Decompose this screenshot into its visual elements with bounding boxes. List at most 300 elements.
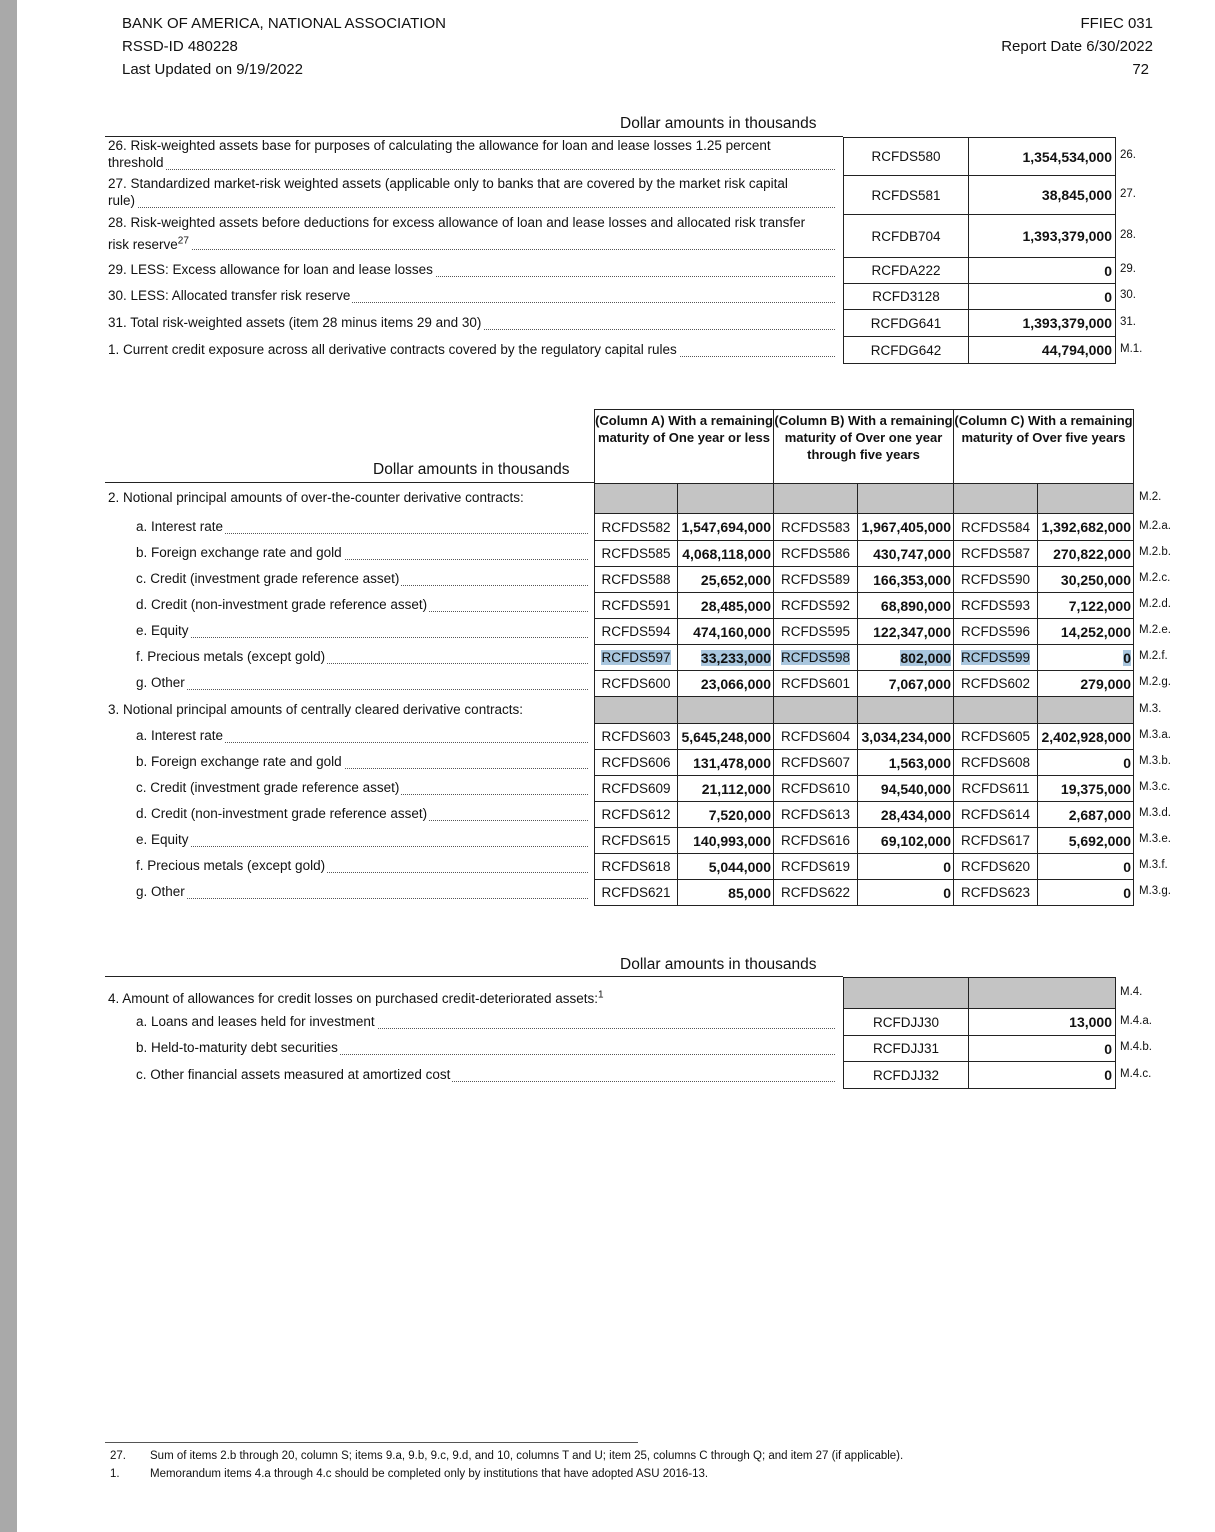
cell-text: 1,547,694,000 bbox=[681, 519, 771, 535]
cell-text: RCFDS599 bbox=[960, 650, 1031, 665]
item-ref: M.3. bbox=[1139, 702, 1162, 715]
mdrm-code bbox=[773, 670, 858, 697]
row-label-text: f. Precious metals (except gold) bbox=[136, 858, 326, 873]
mdrm-code bbox=[773, 644, 858, 671]
row-label-text: c. Credit (investment grade reference asset) bbox=[136, 780, 400, 795]
mdrm-code bbox=[953, 618, 1038, 645]
row-label bbox=[108, 490, 526, 505]
row-label-text: threshold bbox=[108, 155, 164, 170]
cell-text: RCFDS607 bbox=[780, 755, 851, 770]
cell-text: RCFDS585 bbox=[601, 546, 671, 561]
amount-value: 0 bbox=[968, 283, 1116, 310]
cell-text: RCFDS618 bbox=[601, 859, 671, 874]
mdrm-code bbox=[953, 644, 1038, 671]
cell-text: 14,252,000 bbox=[1060, 623, 1131, 640]
mdrm-code bbox=[773, 749, 858, 776]
cell-text: RCFDS616 bbox=[780, 833, 851, 848]
rssd-id: RSSD-ID 480228 bbox=[122, 38, 238, 55]
amount-value bbox=[677, 670, 774, 697]
row-label-text: a. Loans and leases held for investment bbox=[136, 1013, 375, 1029]
cell-text: RCFDS605 bbox=[960, 729, 1031, 744]
cell-text: 2,687,000 bbox=[1068, 806, 1131, 823]
amount-value bbox=[1037, 749, 1134, 776]
mdrm-code bbox=[953, 592, 1038, 619]
cell-text: 3,034,234,000 bbox=[861, 728, 951, 745]
cell-text: 279,000 bbox=[1080, 675, 1131, 692]
cell-text: 0 bbox=[1123, 858, 1131, 875]
item-ref: M.2.g. bbox=[1139, 676, 1171, 688]
cell-text: 140,993,000 bbox=[693, 832, 771, 849]
header-left bbox=[122, 12, 446, 81]
row-label bbox=[108, 288, 352, 303]
amount-value bbox=[857, 618, 954, 645]
row-label-text: a. Interest rate bbox=[136, 728, 224, 743]
row-label bbox=[136, 884, 187, 899]
mdrm-code bbox=[773, 801, 858, 828]
amount-value bbox=[677, 540, 774, 567]
amount-value bbox=[1037, 879, 1134, 906]
item-ref: M.1. bbox=[1120, 342, 1143, 355]
cell-text: RCFDS609 bbox=[601, 781, 671, 796]
mdrm-code bbox=[953, 827, 1038, 854]
leader-dots bbox=[136, 898, 588, 899]
mdrm-code: RCFD3128 bbox=[843, 283, 969, 310]
mdrm-code bbox=[953, 670, 1038, 697]
header-right bbox=[1001, 12, 1153, 81]
amount-value bbox=[857, 566, 954, 593]
cell-text: 0 bbox=[1123, 649, 1131, 666]
cell-text: 131,478,000 bbox=[693, 754, 771, 771]
cell-text: 1,563,000 bbox=[888, 754, 951, 771]
item-ref: 29. bbox=[1120, 263, 1136, 275]
mdrm-code: RCFDG641 bbox=[843, 309, 969, 337]
mdrm-code: RCFDB704 bbox=[843, 214, 969, 258]
amount-value bbox=[857, 513, 954, 541]
amount-value bbox=[1037, 827, 1134, 854]
mdrm-code: RCFDG642 bbox=[843, 336, 969, 364]
blank-cell bbox=[953, 483, 1038, 514]
mdrm-code bbox=[773, 827, 858, 854]
row-label-text: c. Credit (investment grade reference asset) bbox=[136, 571, 400, 586]
mdrm-code: RCFDJJ30 bbox=[843, 1008, 969, 1036]
cell-text: RCFDS594 bbox=[601, 624, 671, 639]
amount-value bbox=[857, 801, 954, 828]
mdrm-code bbox=[594, 618, 678, 645]
row-label bbox=[108, 155, 166, 170]
row-label bbox=[136, 1014, 377, 1029]
row-label bbox=[108, 235, 191, 252]
item-ref: 30. bbox=[1120, 289, 1136, 301]
cell-text: 85,000 bbox=[728, 884, 771, 901]
cell-text: RCFDS604 bbox=[780, 729, 851, 744]
cell-text: 1,392,682,000 bbox=[1041, 519, 1131, 535]
row-label bbox=[108, 315, 483, 330]
cell-text: RCFDS622 bbox=[780, 885, 851, 900]
amount-value bbox=[857, 723, 954, 750]
row-label-text: e. Equity bbox=[136, 623, 189, 638]
footnote-text: Sum of items 2.b through 20, column S; items 9.a, 9.b, 9.c, 9.d, and 10, columns T and U; item 25, columns C through Q; and item 27 (if applicable). bbox=[150, 1450, 904, 1462]
amount-value bbox=[677, 618, 774, 645]
row-label-text: b. Held-to-maturity debt securities bbox=[136, 1040, 338, 1055]
cell-text: RCFDS591 bbox=[601, 598, 671, 613]
item-ref: M.3.b. bbox=[1139, 755, 1171, 767]
cell-text: RCFDS583 bbox=[780, 519, 851, 535]
amount-value bbox=[1037, 566, 1134, 593]
row-label bbox=[136, 858, 327, 873]
mdrm-code bbox=[594, 513, 678, 541]
row-label bbox=[136, 545, 344, 560]
footnote-number: 27. bbox=[110, 1450, 126, 1462]
mdrm-code bbox=[594, 566, 678, 593]
mdrm-code bbox=[773, 513, 858, 541]
row-label bbox=[136, 806, 429, 821]
mdrm-code bbox=[594, 827, 678, 854]
cell-text: 802,000 bbox=[900, 649, 951, 666]
amount-value: 0 bbox=[968, 257, 1116, 284]
amount-value bbox=[677, 879, 774, 906]
blank-cell bbox=[594, 696, 678, 724]
mdrm-code: RCFDS581 bbox=[843, 175, 969, 215]
mdrm-code bbox=[953, 775, 1038, 802]
item-ref: 26. bbox=[1120, 149, 1136, 161]
cell-text: RCFDS593 bbox=[960, 598, 1031, 613]
cell-text: 5,692,000 bbox=[1068, 832, 1131, 849]
cell-text: RCFDS587 bbox=[960, 546, 1031, 561]
cell-text: RCFDS615 bbox=[601, 833, 671, 848]
item-ref: M.2.c. bbox=[1139, 572, 1171, 584]
mdrm-code bbox=[594, 879, 678, 906]
amount-value: 44,794,000 bbox=[968, 336, 1116, 364]
row-label bbox=[136, 728, 225, 743]
amount-value bbox=[677, 749, 774, 776]
row-label bbox=[108, 702, 525, 717]
mdrm-code bbox=[773, 853, 858, 880]
row-label bbox=[136, 1067, 452, 1082]
row-label-text: 27. Standardized market-risk weighted assets (applicable only to banks that are covered by the market risk capital bbox=[108, 176, 788, 191]
amount-value bbox=[677, 827, 774, 854]
item-ref: M.2.a. bbox=[1139, 519, 1171, 532]
amount-value bbox=[857, 749, 954, 776]
footnote-number: 1. bbox=[110, 1468, 120, 1480]
amount-value bbox=[857, 644, 954, 671]
cell-text: 2,402,928,000 bbox=[1041, 728, 1131, 745]
amount-value bbox=[1037, 540, 1134, 567]
footnote-text: Memorandum items 4.a through 4.c should be completed only by institutions that have adopted ASU 2016-13. bbox=[150, 1468, 709, 1480]
cell-text: RCFDS592 bbox=[780, 598, 851, 613]
cell-text: RCFDS611 bbox=[961, 781, 1030, 796]
cell-text: 69,102,000 bbox=[880, 832, 951, 849]
item-ref: M.3.g. bbox=[1139, 885, 1171, 897]
row-label bbox=[136, 519, 225, 534]
mdrm-code bbox=[594, 540, 678, 567]
row-label bbox=[108, 193, 137, 208]
cell-text: 0 bbox=[1123, 884, 1131, 901]
item-ref: M.3.d. bbox=[1139, 807, 1171, 819]
row-label-text: risk reserve$^{27}$ bbox=[108, 235, 189, 252]
mdrm-code: RCFDJJ32 bbox=[843, 1061, 969, 1089]
amount-value bbox=[1037, 801, 1134, 828]
row-label bbox=[136, 623, 191, 638]
amount-value: 1,354,534,000 bbox=[968, 137, 1116, 176]
item-ref: M.2. bbox=[1139, 491, 1162, 503]
column-header: (Column B) With a remaining maturity of Over one year through five years bbox=[773, 409, 954, 484]
row-label bbox=[136, 1040, 340, 1055]
cell-text: RCFDS620 bbox=[960, 859, 1031, 874]
mdrm-code: RCFDA222 bbox=[843, 257, 969, 284]
row-label bbox=[108, 262, 435, 277]
row-label-text: 1. Current credit exposure across all derivative contracts covered by the regulatory capital rules bbox=[108, 341, 677, 357]
blank-cell bbox=[677, 696, 774, 724]
cell-text: RCFDS586 bbox=[780, 546, 851, 561]
item-ref: M.3.f. bbox=[1139, 859, 1168, 871]
row-label bbox=[108, 342, 679, 357]
leader-dots bbox=[108, 207, 835, 208]
cell-text: 270,822,000 bbox=[1053, 545, 1131, 562]
cell-text: RCFDS595 bbox=[780, 624, 851, 639]
cell-text: RCFDS584 bbox=[960, 519, 1031, 535]
cell-text: 33,233,000 bbox=[700, 649, 771, 666]
row-label-text: c. Other financial assets measured at amortized cost bbox=[136, 1066, 451, 1082]
cell-text: 68,890,000 bbox=[880, 597, 951, 614]
row-label-text: e. Equity bbox=[136, 832, 189, 847]
cell-text: 7,122,000 bbox=[1068, 597, 1131, 614]
amount-value bbox=[857, 540, 954, 567]
amount-value bbox=[1037, 618, 1134, 645]
amount-value bbox=[857, 670, 954, 697]
mdrm-code bbox=[773, 879, 858, 906]
footnote-ref: 1 bbox=[598, 989, 604, 1000]
blank-cell bbox=[677, 483, 774, 514]
amount-value: 0 bbox=[968, 1035, 1116, 1062]
amount-value bbox=[677, 801, 774, 828]
cell-text: 122,347,000 bbox=[873, 623, 951, 640]
bank-name: BANK OF AMERICA, NATIONAL ASSOCIATION bbox=[122, 15, 446, 32]
row-label bbox=[108, 176, 790, 191]
amount-value bbox=[857, 827, 954, 854]
mdrm-code bbox=[594, 723, 678, 750]
row-label-text: 4. Amount of allowances for credit losses on purchased credit-deteriorated assets:$^1$ bbox=[108, 989, 604, 1006]
cell-text: RCFDS617 bbox=[960, 833, 1031, 848]
row-label-text: rule) bbox=[108, 193, 136, 208]
mdrm-code bbox=[773, 723, 858, 750]
blank-cell bbox=[773, 696, 858, 724]
blank-cell bbox=[1037, 483, 1134, 514]
leader-dots bbox=[108, 169, 835, 170]
cell-text: RCFDS589 bbox=[780, 572, 851, 587]
amount-value: 1,393,379,000 bbox=[968, 309, 1116, 337]
blank-cell bbox=[843, 977, 969, 1009]
cell-text: RCFDS598 bbox=[780, 650, 851, 665]
blank-cell bbox=[773, 483, 858, 514]
mdrm-code bbox=[594, 853, 678, 880]
units-label-1: Dollar amounts in thousands bbox=[620, 115, 817, 132]
cell-text: RCFDS610 bbox=[780, 781, 851, 796]
item-ref: M.4.c. bbox=[1120, 1067, 1152, 1080]
amount-value bbox=[677, 566, 774, 593]
amount-value bbox=[677, 644, 774, 671]
mdrm-code: RCFDS580 bbox=[843, 137, 969, 176]
cell-text: RCFDS619 bbox=[780, 859, 851, 874]
amount-value bbox=[1037, 513, 1134, 541]
amount-value bbox=[1037, 723, 1134, 750]
cell-text: RCFDS601 bbox=[780, 676, 851, 691]
row-label bbox=[136, 571, 401, 586]
row-label bbox=[108, 138, 773, 153]
cell-text: RCFDS582 bbox=[601, 519, 671, 535]
cell-text: 5,044,000 bbox=[708, 858, 771, 875]
cell-text: 25,652,000 bbox=[700, 571, 771, 588]
cell-text: 474,160,000 bbox=[693, 623, 771, 640]
units-label-2: Dollar amounts in thousands bbox=[373, 461, 570, 478]
item-ref: 31. bbox=[1120, 315, 1136, 328]
cell-text: 94,540,000 bbox=[880, 780, 951, 797]
row-label bbox=[136, 675, 187, 690]
column-header: (Column C) With a remaining maturity of Over five years bbox=[953, 409, 1134, 484]
leader-dots bbox=[136, 689, 588, 690]
cell-text: RCFDS621 bbox=[601, 885, 671, 900]
mdrm-code bbox=[953, 853, 1038, 880]
amount-value bbox=[677, 775, 774, 802]
item-ref: M.3.e. bbox=[1139, 833, 1171, 845]
amount-value bbox=[857, 775, 954, 802]
mdrm-code bbox=[594, 749, 678, 776]
amount-value bbox=[857, 879, 954, 906]
cell-text: RCFDS623 bbox=[960, 885, 1031, 900]
mdrm-code bbox=[953, 540, 1038, 567]
row-label-text: f. Precious metals (except gold) bbox=[136, 649, 326, 664]
cell-text: RCFDS600 bbox=[601, 676, 671, 691]
mdrm-code bbox=[594, 670, 678, 697]
mdrm-code bbox=[773, 592, 858, 619]
mdrm-code bbox=[773, 775, 858, 802]
mdrm-code bbox=[594, 592, 678, 619]
page-number: 72 bbox=[1132, 61, 1149, 78]
cell-text: 0 bbox=[943, 884, 951, 901]
row-label-text: g. Other bbox=[136, 675, 185, 690]
cell-text: 28,434,000 bbox=[880, 806, 951, 823]
amount-value bbox=[1037, 775, 1134, 802]
row-label-text: 28. Risk-weighted assets before deductions for excess allowance of loan and lease losses and allocated risk transfer bbox=[108, 215, 806, 230]
amount-value: 1,393,379,000 bbox=[968, 214, 1116, 258]
row-label bbox=[108, 989, 606, 1006]
amount-value bbox=[1037, 592, 1134, 619]
row-label-text: 26. Risk-weighted assets base for purposes of calculating the allowance for loan and lease losses 1.25 percent bbox=[108, 138, 771, 153]
cell-text: RCFDS588 bbox=[601, 572, 671, 587]
row-label bbox=[136, 832, 191, 847]
amount-value bbox=[677, 513, 774, 541]
cell-text: 30,250,000 bbox=[1060, 571, 1131, 588]
cell-text: RCFDS597 bbox=[601, 650, 671, 665]
item-ref: M.3.c. bbox=[1139, 781, 1171, 793]
cell-text: 166,353,000 bbox=[873, 571, 951, 588]
mdrm-code bbox=[594, 801, 678, 828]
amount-value: 0 bbox=[968, 1061, 1116, 1089]
cell-text: RCFDS603 bbox=[601, 729, 671, 744]
mdrm-code: RCFDJJ31 bbox=[843, 1035, 969, 1062]
mdrm-code bbox=[773, 618, 858, 645]
row-label-text: 31. Total risk-weighted assets (item 28 minus items 29 and 30) bbox=[108, 314, 482, 330]
mdrm-code bbox=[773, 566, 858, 593]
amount-value bbox=[677, 723, 774, 750]
cell-text: 430,747,000 bbox=[873, 545, 951, 562]
item-ref: M.4.b. bbox=[1120, 1041, 1152, 1053]
cell-text: RCFDS608 bbox=[960, 755, 1031, 770]
mdrm-code bbox=[953, 749, 1038, 776]
row-label-text: d. Credit (non-investment grade reference asset) bbox=[136, 597, 428, 612]
amount-value bbox=[857, 592, 954, 619]
cell-text: 19,375,000 bbox=[1060, 780, 1131, 797]
row-label bbox=[108, 215, 807, 230]
mdrm-code bbox=[773, 540, 858, 567]
row-label-text: 29. LESS: Excess allowance for loan and lease losses bbox=[108, 262, 433, 277]
cell-text: 21,112,000 bbox=[701, 780, 771, 797]
row-label-text: b. Foreign exchange rate and gold bbox=[136, 754, 342, 769]
blank-cell bbox=[968, 977, 1116, 1009]
amount-value: 38,845,000 bbox=[968, 175, 1116, 215]
item-ref: M.2.f. bbox=[1139, 650, 1168, 662]
row-label-text: a. Interest rate bbox=[136, 518, 224, 534]
cell-text: 7,520,000 bbox=[708, 806, 771, 823]
mdrm-code bbox=[594, 775, 678, 802]
cell-text: 23,066,000 bbox=[700, 675, 771, 692]
report-date: Report Date 6/30/2022 bbox=[1001, 38, 1153, 55]
row-label-text: b. Foreign exchange rate and gold bbox=[136, 545, 342, 560]
last-updated: Last Updated on 9/19/2022 bbox=[122, 61, 303, 78]
row-label-text: d. Credit (non-investment grade reference asset) bbox=[136, 806, 428, 821]
blank-cell bbox=[1037, 696, 1134, 724]
row-label bbox=[136, 780, 401, 795]
cell-text: RCFDS613 bbox=[780, 807, 851, 822]
mdrm-code bbox=[953, 801, 1038, 828]
amount-value bbox=[1037, 670, 1134, 697]
viewer-scrollbar-edge bbox=[0, 0, 17, 1532]
item-ref: M.2.e. bbox=[1139, 624, 1171, 636]
row-label bbox=[136, 649, 327, 664]
cell-text: RCFDS614 bbox=[960, 807, 1031, 822]
cell-text: RCFDS590 bbox=[960, 572, 1031, 587]
row-label-text: 30. LESS: Allocated transfer risk reserve bbox=[108, 288, 351, 303]
row-label-text: 2. Notional principal amounts of over-the-counter derivative contracts: bbox=[108, 490, 524, 505]
cell-text: RCFDS596 bbox=[960, 624, 1031, 639]
amount-value bbox=[1037, 644, 1134, 671]
blank-cell bbox=[857, 483, 954, 514]
row-label-text: 3. Notional principal amounts of centrally cleared derivative contracts: bbox=[108, 701, 523, 717]
cell-text: 1,967,405,000 bbox=[861, 519, 951, 535]
cell-text: RCFDS612 bbox=[601, 807, 671, 822]
item-ref: 27. bbox=[1120, 187, 1136, 200]
cell-text: 7,067,000 bbox=[888, 675, 951, 692]
amount-value bbox=[677, 592, 774, 619]
cell-text: RCFDS606 bbox=[601, 755, 671, 770]
mdrm-code bbox=[953, 566, 1038, 593]
column-header: (Column A) With a remaining maturity of One year or less bbox=[594, 409, 774, 484]
leader-dots bbox=[136, 637, 588, 638]
row-label bbox=[136, 597, 429, 612]
form-name: FFIEC 031 bbox=[1080, 15, 1153, 32]
row-label-text: g. Other bbox=[136, 884, 185, 899]
footnote-ref: 27 bbox=[177, 235, 189, 246]
mdrm-code bbox=[953, 723, 1038, 750]
mdrm-code bbox=[953, 879, 1038, 906]
leader-dots bbox=[136, 846, 588, 847]
mdrm-code bbox=[594, 644, 678, 671]
amount-value bbox=[677, 853, 774, 880]
item-ref: M.2.b. bbox=[1139, 546, 1171, 558]
mdrm-code bbox=[953, 513, 1038, 541]
cell-text: 4,068,118,000 bbox=[682, 545, 771, 562]
item-ref: M.4. bbox=[1120, 986, 1143, 998]
item-ref: M.3.a. bbox=[1139, 729, 1171, 741]
